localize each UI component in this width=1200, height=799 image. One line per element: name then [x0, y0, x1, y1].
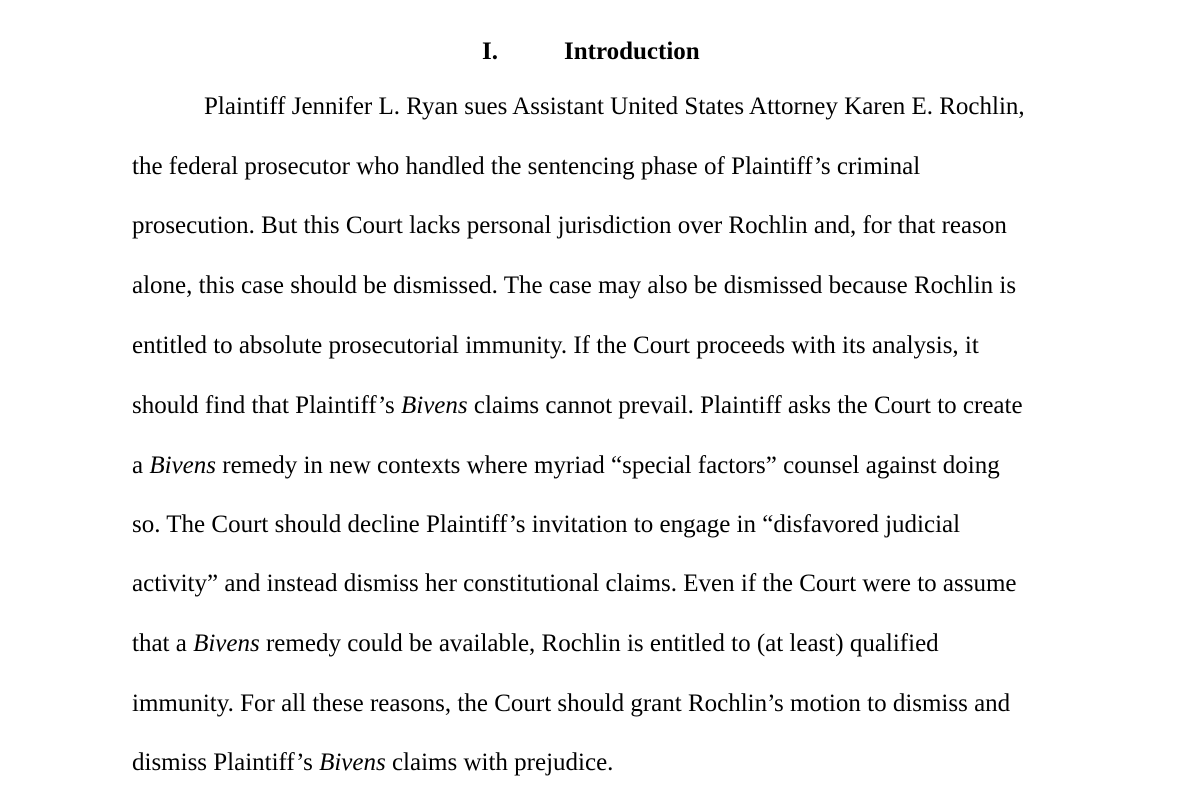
line-text: immunity. For all these reasons, the Court should grant Rochlin’s motion to dismiss and	[132, 690, 1011, 717]
line-text: remedy in new contexts where myriad “special factors” counsel against doing	[216, 452, 1000, 479]
line-text: so. The Court should decline Plaintiff’s invitation to engage in “disfavored judicial	[132, 511, 961, 538]
italic-case-name: Bivens	[319, 749, 386, 776]
line-text: the federal prosecutor who handled the sentencing phase of Plaintiff’s criminal	[132, 153, 921, 180]
line-text: claims cannot prevail. Plaintiff asks the Court to create	[467, 392, 1023, 419]
paragraph-line	[132, 150, 920, 184]
section-heading	[0, 34, 1200, 70]
paragraph-line	[132, 329, 979, 363]
paragraph-line	[132, 746, 613, 780]
line-text: a	[132, 452, 150, 479]
paragraph-line	[132, 687, 1010, 721]
paragraph-line	[132, 508, 960, 542]
section-number: I.	[482, 38, 498, 65]
italic-case-name: Bivens	[400, 392, 468, 419]
italic-case-name: Bivens	[149, 452, 216, 479]
line-text: remedy could be available, Rochlin is entitled to (at least) qualified	[259, 630, 939, 657]
line-text: activity” and instead dismiss her constitutional claims. Even if the Court were to assume	[132, 570, 1017, 597]
line-text: Plaintiff Jennifer L. Ryan sues Assistant United States Attorney Karen E. Rochlin,	[204, 93, 1025, 120]
italic-case-name: Bivens	[193, 630, 260, 657]
line-text: should find that Plaintiff’s	[132, 392, 401, 419]
line-text: entitled to absolute prosecutorial immunity. If the Court proceeds with its analysis, it	[132, 332, 979, 359]
line-text: dismiss Plaintiff’s	[132, 749, 320, 776]
line-text: that a	[132, 630, 194, 657]
line-text: claims with prejudice.	[385, 749, 614, 776]
paragraph-line	[132, 209, 1007, 243]
paragraph-line	[204, 90, 1025, 124]
paragraph-line	[132, 567, 1017, 601]
paragraph-line	[132, 269, 1016, 303]
line-text: alone, this case should be dismissed. The case may also be dismissed because Rochlin is	[132, 272, 1017, 299]
line-text: prosecution. But this Court lacks personal jurisdiction over Rochlin and, for that reason	[132, 212, 1007, 239]
section-title: Introduction	[564, 38, 700, 65]
paragraph-line	[132, 627, 939, 661]
paragraph-line	[132, 449, 1000, 483]
paragraph-line	[132, 389, 1023, 423]
